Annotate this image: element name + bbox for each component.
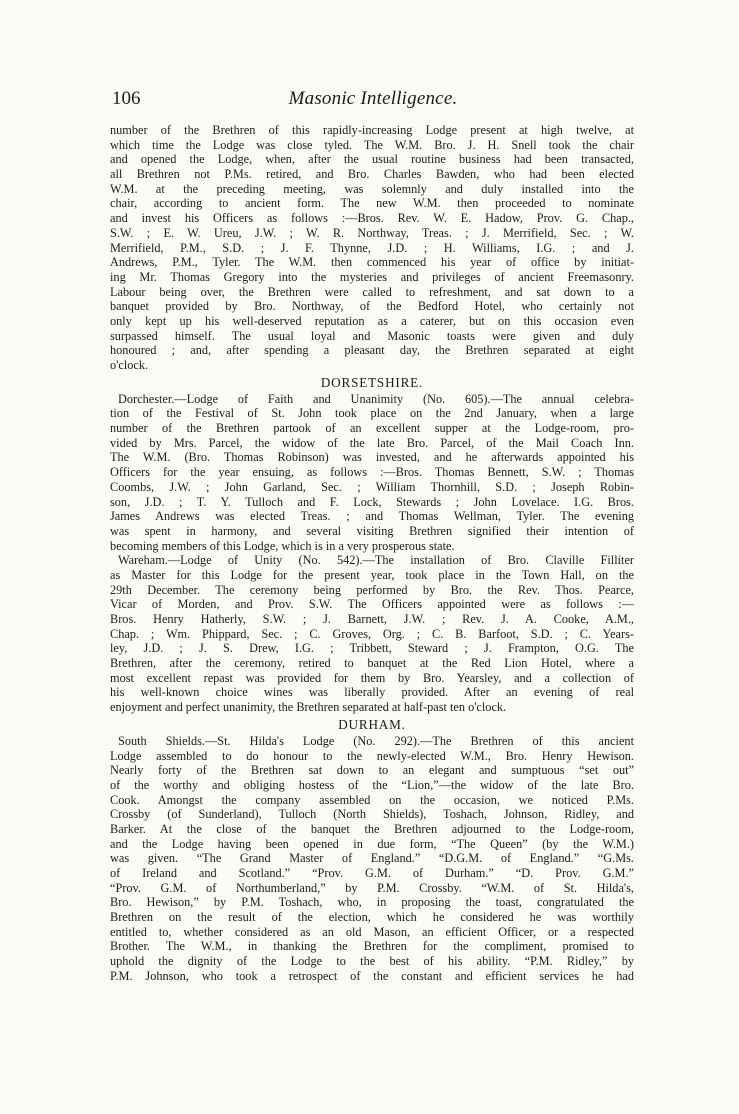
text-line: Merrifield, P.M., S.D. ; J. F. Thynne, J.D. ; H. Williams, I.G. ; and J.	[110, 240, 634, 255]
text-line: Barker. At the close of the banquet the Brethren adjourned to the Lodge-room,	[110, 821, 634, 836]
text-line: Brethren, after the ceremony, retired to banquet at the Red Lion Hotel, where a	[110, 656, 634, 671]
text-line: only kept up his well-deserved reputation as a caterer, but on this occasion even	[110, 313, 634, 328]
text-line: most excellent repast was provided for them by Bro. Yearsley, and a collection of	[110, 670, 634, 685]
text-line: Bros. Henry Hatherly, S.W. ; J. Barnett, J.W. ; Rev. J. A. Cooke, A.M.,	[110, 612, 634, 626]
text-line: The W.M. (Bro. Thomas Robinson) was invested, and he afterwards appointed his	[110, 450, 634, 465]
paragraph-wareham	[110, 553, 634, 715]
text-line: chair, according to ancient form. The new W.M. then proceeded to nominate	[110, 196, 634, 211]
text-line: South Shields.—St. Hilda's Lodge (No. 292).—The Brethren of this ancient	[118, 733, 634, 748]
text-line: Bro. Hewison,” by P.M. Toshach, who, in proposing the toast, congratulated the	[110, 895, 634, 910]
text-line: enjoyment and perfect unanimity, the Brethren separated at half-past ten o'clock.	[110, 700, 507, 715]
text-line: and opened the Lodge, when, after the usual routine business had been transacted,	[110, 152, 634, 167]
text-line: and the Lodge having been opened in due form, “The Queen” (by the W.M.)	[110, 836, 634, 851]
text-line: of Ireland and Scotland.” “Prov. G.M. of Durham.” “D. Prov. G.M.”	[110, 866, 634, 880]
text-line: Lodge assembled to do honour to the newly-elected W.M., Bro. Henry Hewison.	[110, 748, 634, 763]
text-line: Vicar of Morden, and Prov. S.W. The Officers appointed were as follows :—	[110, 597, 634, 612]
text-line: Officers for the year ensuing, as follows :—Bros. Thomas Bennett, S.W. ; Thomas	[110, 465, 634, 480]
text-line: and invest his Officers as follows :—Bros. Rev. W. E. Hadow, Prov. G. Chap.,	[110, 211, 634, 226]
text-line: number of the Brethren of this rapidly-increasing Lodge present at high twelve, at	[110, 123, 634, 137]
text-line: Cook. Amongst the company assembled on the occasion, we noticed P.Ms.	[110, 792, 634, 807]
section-heading: DURHAM.	[338, 716, 406, 732]
paragraph-dorchester	[110, 392, 634, 554]
text-line: W.M. at the preceding meeting, was solemnly and duly installed into the	[110, 181, 634, 196]
text-line: vided by Mrs. Parcel, the widow of the late Bro. Parcel, of the Mail Coach Inn.	[110, 435, 634, 450]
text-line: Coombs, J.W. ; John Garland, Sec. ; William Thornhill, S.D. ; Joseph Robin-	[110, 479, 634, 494]
text-line: ley, J.D. ; J. S. Drew, I.G. ; Tribbett, Steward ; J. Frampton, O.G. The	[110, 641, 634, 656]
text-line: surpassed himself. The usual loyal and Masonic toasts were given and duly	[110, 328, 634, 343]
text-line: ing Mr. Thomas Gregory into the mysteries and privileges of ancient Freemasonry.	[110, 269, 634, 284]
text-line: number of the Brethren partook of an excellent supper at the Lodge-room, pro-	[110, 421, 634, 436]
text-line: James Andrews was elected Treas. ; and Thomas Wellman, Tyler. The evening	[110, 509, 634, 524]
text-line: son, J.D. ; T. Y. Tulloch and F. Lock, Stewards ; John Lovelace. I.G. Bros.	[110, 494, 634, 509]
text-line: “Prov. G.M. of Northumberland,” by P.M. Crossby. “W.M. of St. Hilda's,	[110, 880, 634, 895]
text-line: Dorchester.—Lodge of Faith and Unanimity (No. 605).—The annual celebra-	[118, 391, 634, 406]
text-line: which time the Lodge was close tyled. The W.M. Bro. J. H. Snell took the chair	[110, 137, 634, 152]
text-line: P.M. Johnson, who took a retrospect of the constant and efficient services he had	[110, 968, 634, 983]
text-line: Chap. ; Wm. Phippard, Sec. ; C. Groves, Org. ; C. B. Barfoot, S.D. ; C. Years-	[110, 626, 634, 641]
text-line: Labour being over, the Brethren were called to refreshment, and sat down to a	[110, 284, 634, 299]
text-line: S.W. ; E. W. Ureu, J.W. ; W. R. Northway, Treas. ; J. Merrifield, Sec. ; W.	[110, 225, 634, 240]
text-line: Nearly forty of the Brethren sat down to an elegant and sumptuous “set out”	[110, 763, 634, 778]
section-heading: DORSETSHIRE.	[320, 374, 424, 390]
text-line: o'clock.	[110, 358, 149, 372]
article-body	[110, 123, 634, 984]
running-header	[112, 88, 634, 112]
text-line: all Brethren not P.Ms. retired, and Bro. Charles Bawden, who had been elected	[110, 167, 634, 182]
continuation-paragraph	[110, 123, 634, 373]
text-line: his well-known choice wines was liberally provided. After an evening of real	[110, 685, 634, 700]
text-line: Andrews, P.M., Tyler. The W.M. then commenced his year of office by initiat-	[110, 255, 634, 270]
text-line: Brother. The W.M., in thanking the Brethren for the compliment, promised to	[110, 939, 634, 954]
running-title: Masonic Intelligence.	[288, 88, 458, 109]
text-line: Wareham.—Lodge of Unity (No. 542).—The installation of Bro. Claville Filliter	[118, 553, 634, 568]
text-line: Crossby (of Sunderland), Tulloch (North Shields), Toshach, Johnson, Ridley, and	[110, 807, 634, 822]
text-line: of the worthy and obliging hostess of the “Lion,”—the widow of the late Bro.	[110, 777, 634, 792]
text-line: becoming members of this Lodge, which is in a very prosperous state.	[110, 538, 455, 553]
text-line: Brethren on the result of the election, which he considered he was worthily	[110, 910, 634, 925]
section-dorsetshire	[110, 374, 634, 715]
page-number: 106	[112, 88, 141, 109]
text-line: entitled to, whether considered as an old Mason, an efficient Officer, or a respected	[110, 924, 634, 939]
text-line: honoured ; and, after spending a pleasant day, the Brethren separated at eight	[110, 343, 634, 358]
text-line: uphold the dignity of the Lodge to the best of his ability. “P.M. Ridley,” by	[110, 954, 634, 969]
text-line: banquet provided by Bro. Northway, of the Bedford Hotel, who certainly not	[110, 299, 634, 314]
text-line: as Master for this Lodge for the present year, took place in the Town Hall, on the	[110, 567, 634, 582]
paragraph-south-shields	[110, 734, 634, 984]
text-line: was given. “The Grand Master of England.” “D.G.M. of England.” “G.Ms.	[110, 851, 634, 866]
text-line: was spent in harmony, and several visiting Brethren signified their intention of	[110, 523, 634, 538]
text-line: 29th December. The ceremony being performed by Bro. the Rev. Thos. Pearce,	[110, 582, 634, 597]
section-durham	[110, 716, 634, 984]
text-line: tion of the Festival of St. John took place on the 2nd January, when a large	[110, 406, 634, 421]
